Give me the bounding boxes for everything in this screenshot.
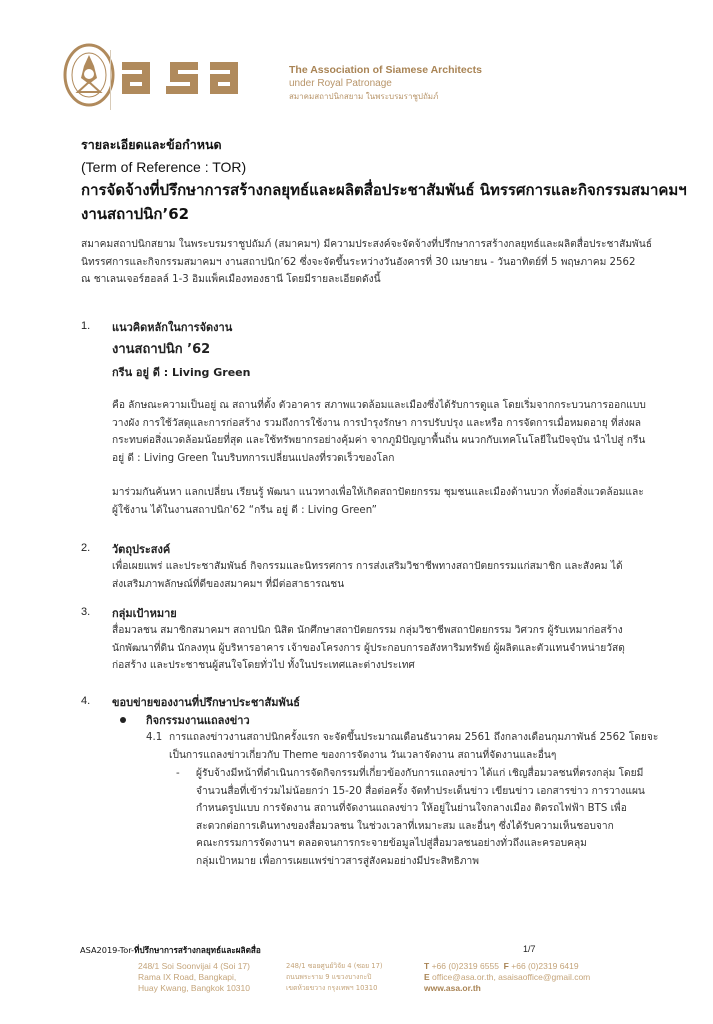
- title-line-2: (Term of Reference : TOR): [81, 159, 247, 175]
- title-line-1: รายละเอียดและข้อกำหนด: [81, 137, 222, 152]
- section-2-number: 2.: [81, 542, 91, 554]
- intro-line: ณ ชาเลนเจอร์ฮอลล์ 1-3 อิมแพ็คเมืองทองธานี โดยมีรายละเอียดดังนี้: [81, 274, 381, 285]
- address-line: Rama IX Road, Bangkapi,: [138, 972, 237, 982]
- section-1-heading: แนวคิดหลักในการจัดงาน: [112, 321, 233, 334]
- footer-document-id: [80, 944, 261, 957]
- paragraph-line: เป็นการแถลงข่าวเกี่ยวกับ Theme ของการจัดงาน วันเวลาจัดงาน สถานที่จัดงานและอื่นๆ: [169, 749, 557, 761]
- title-line-4: งานสถาปนิก’62: [81, 205, 190, 223]
- paragraph-line: จำนวนสื่อที่เข้าร่วมไม่น้อยกว่า 15-20 สื่อต่อครั้ง จัดทำประเด็นข่าว เขียนข่าว เอกสารข่าว การวางแผน: [196, 785, 645, 797]
- section-3-paragraph: [112, 622, 692, 675]
- website-link[interactable]: www.asa.or.th: [424, 983, 481, 993]
- paragraph-line: กำหนดรูปแบบ การจัดงาน สถานที่จัดงานแถลงข่าว ให้อยู่ในย่านใจกลางเมือง ติดรถไฟฟ้า BTS เพื่อ: [196, 803, 627, 814]
- address-line: Huay Kwang, Bangkok 10310: [138, 983, 250, 993]
- paragraph-line: สื่อมวลชน สมาชิกสมาคมฯ สถาปนิก นิสิต นักศึกษาสถาปัตยกรรม กลุ่มวิชาชีพสถาปัตยกรรม วิศวกร ผู้รับเหมาก่อสร้าง: [112, 625, 623, 636]
- address-line: เขตห้วยขวาง กรุงเทพฯ 10310: [286, 984, 378, 992]
- paragraph-line: สะดวกต่อการเดินทางของสื่อมวลชน ในช่วงเวลาที่เหมาะสม และอื่นๆ ซึ่งได้รับความเห็นชอบจาก: [196, 820, 614, 832]
- paragraph-line: เพื่อเผยแพร่ และประชาสัมพันธ์ กิจกรรมและนิทรรศการ การส่งเสริมวิชาชีพทางสถาปัตยกรรมแก่สมาชิก และสังคม ได้: [112, 561, 623, 572]
- org-name-th: สมาคมสถาปนิกสยาม ในพระบรมราชูปถัมภ์: [289, 92, 439, 101]
- bullet-heading: กิจกรรมงานแถลงข่าว: [146, 714, 250, 727]
- org-name-en: The Association of Siamese Architects: [289, 64, 482, 76]
- paragraph-line: คณะกรรมการจัดงานฯ ตลอดจนการกระจายข้อมูลไปสู่สื่อมวลชนอย่างทั่วถึงและครอบคลุม: [196, 838, 587, 849]
- paragraph-line: นักพัฒนาที่ดิน นักลงทุน ผู้บริหารอาคาร เจ้าของโครงการ ผู้ประกอบการอสังหาริมทรัพย์ ผู้ผลิตและตัวแทนจำหน่ายวัสดุ: [112, 642, 625, 654]
- dash-marker: -: [176, 768, 180, 779]
- section-3-number: 3.: [81, 606, 91, 618]
- paragraph-line: กลุ่มเป้าหมาย เพื่อการเผยแพร่ข่าวสารสู่สังคมอย่างมีประสิทธิภาพ: [196, 855, 479, 867]
- paragraph-line: ผู้ใช้งาน ได้ในงานสถาปนิก'62 “กรีน อยู่ ดี : Living Green”: [112, 504, 377, 516]
- section-4-number: 4.: [81, 695, 91, 707]
- doc-id-prefix: ASA2019-Tor-: [80, 945, 135, 955]
- section-1-number: 1.: [81, 320, 91, 332]
- section-2-heading: วัตถุประสงค์: [112, 543, 171, 556]
- section-2-paragraph: [112, 558, 692, 593]
- phone-label: T: [424, 961, 430, 971]
- email-link[interactable]: office@asa.or.th, asaisaoffice@gmail.com: [432, 972, 591, 982]
- association-name: [289, 64, 482, 103]
- paragraph-line: การแถลงข่าวงานสถาปนิกครั้งแรก จะจัดขึ้นประมาณเดือนธันวาคม 2561 ถึงกลางเดือนกุมภาพันธ์ 2562 โดยจะ: [169, 732, 659, 743]
- doc-id-suffix: ที่ปรึกษาการสร้างกลยุทธ์และผลิตสื่อ: [134, 945, 261, 955]
- event-theme: กรีน อยู่ ดี : Living Green: [112, 366, 251, 379]
- intro-line: สมาคมสถาปนิกสยาม ในพระบรมราชูปถัมภ์ (สมาคมฯ) มีความประสงค์จะจัดจ้างที่ปรึกษาการสร้างกลยุทธ์และผลิตสื่อประชาสัมพันธ์: [81, 239, 652, 250]
- fax-label: F: [503, 961, 509, 971]
- paragraph-line: วางผัง การใช้วัสดุและการก่อสร้าง รวมถึงการใช้งาน การบำรุงรักษา การปรับปรุง และหรือ การจัดการเมื่อหมดอายุ ที่ส่งผล: [112, 417, 642, 429]
- intro-line: นิทรรศการและกิจกรรมสมาคมฯ งานสถาปนิก’62 ซึ่งจะจัดขึ้นระหว่างวันอังคารที่ 30 เมษายน - วันอาทิตย์ที่ 5 พฤษภาคม 2562: [81, 256, 636, 268]
- document-title: [81, 134, 691, 226]
- fax-number: +66 (0)2319 6419: [511, 961, 579, 971]
- paragraph-line: อยู่ ดี : Living Green ในบริบทการเปลี่ยนแปลงที่รวดเร็วของโลก: [112, 452, 395, 464]
- item-number: 4.1: [146, 732, 163, 743]
- paragraph-line: ผู้รับจ้างมีหน้าที่ดำเนินการจัดกิจกรรมที่เกี่ยวข้องกับการแถลงข่าว ได้แก่ เชิญสื่อมวลชนที่ตรงกลุ่ม โดยมี: [196, 768, 644, 779]
- email-label: E: [424, 972, 430, 982]
- section-3-heading: กลุ่มเป้าหมาย: [112, 607, 177, 620]
- item-4-1-detail: [196, 765, 696, 870]
- address-line: ถนนพระราม 9 แขวงบางกะปิ: [286, 973, 372, 981]
- address-th: [286, 961, 383, 994]
- paragraph-line: มาร่วมกันค้นหา แลกเปลี่ยน เรียนรู้ พัฒนา แนวทางเพื่อให้เกิดสถาปัตยกรรม ชุมชนและเมืองด้านบวก ทั้งต่อสิ่งแวดล้อมและ: [112, 487, 644, 498]
- page-number: 1/7: [523, 944, 536, 954]
- event-name: งานสถาปนิก ’62: [112, 342, 211, 357]
- section-4-heading: ขอบข่ายของงานที่ปรึกษาประชาสัมพันธ์: [112, 696, 300, 709]
- paragraph-line: คือ ลักษณะความเป็นอยู่ ณ สถานที่ตั้ง ตัวอาคาร สภาพแวดล้อมและเมืองซึ่งได้รับการดูแล โดยเริ่มจากกระบวนการออกแบบ: [112, 400, 646, 411]
- address-en: [138, 961, 250, 994]
- contact-info: [424, 961, 590, 994]
- address-line: 248/1 Soi Soonvijai 4 (Soi 17): [138, 961, 250, 971]
- phone-number: +66 (0)2319 6555: [431, 961, 499, 971]
- paragraph-line: กระทบต่อสิ่งแวดล้อมน้อยที่สุด และใช้ทรัพยากรอย่างคุ้มค่า จากภูมิปัญญาพื้นถิ่น ผนวกกับเทคโนโลยีในปัจจุบัน นำไปสู่ กรีน: [112, 435, 646, 446]
- bullet-icon: [120, 717, 126, 723]
- item-4-1-text: [169, 729, 699, 764]
- address-line: 248/1 ซอยศูนย์วิจัย 4 (ซอย 17): [286, 962, 383, 970]
- header-divider: [110, 50, 111, 110]
- paragraph-line: ก่อสร้าง และประชาชนผู้สนใจโดยทั่วไป ทั้งในประเทศและต่างประเทศ: [112, 660, 415, 671]
- title-line-3: การจัดจ้างที่ปรึกษาการสร้างกลยุทธ์และผลิตสื่อประชาสัมพันธ์ นิทรรศการและกิจกรรมสมาคมฯ: [81, 181, 687, 199]
- org-patronage-en: under Royal Patronage: [289, 78, 392, 89]
- section-1-paragraph-2: [112, 484, 692, 519]
- paragraph-line: ส่งเสริมภาพลักษณ์ที่ดีของสมาคมฯ ที่มีต่อสาธารณชน: [112, 578, 345, 590]
- asa-wordmark-logo: [118, 60, 243, 94]
- intro-paragraph: [81, 236, 691, 289]
- section-1-paragraph-1: [112, 397, 692, 467]
